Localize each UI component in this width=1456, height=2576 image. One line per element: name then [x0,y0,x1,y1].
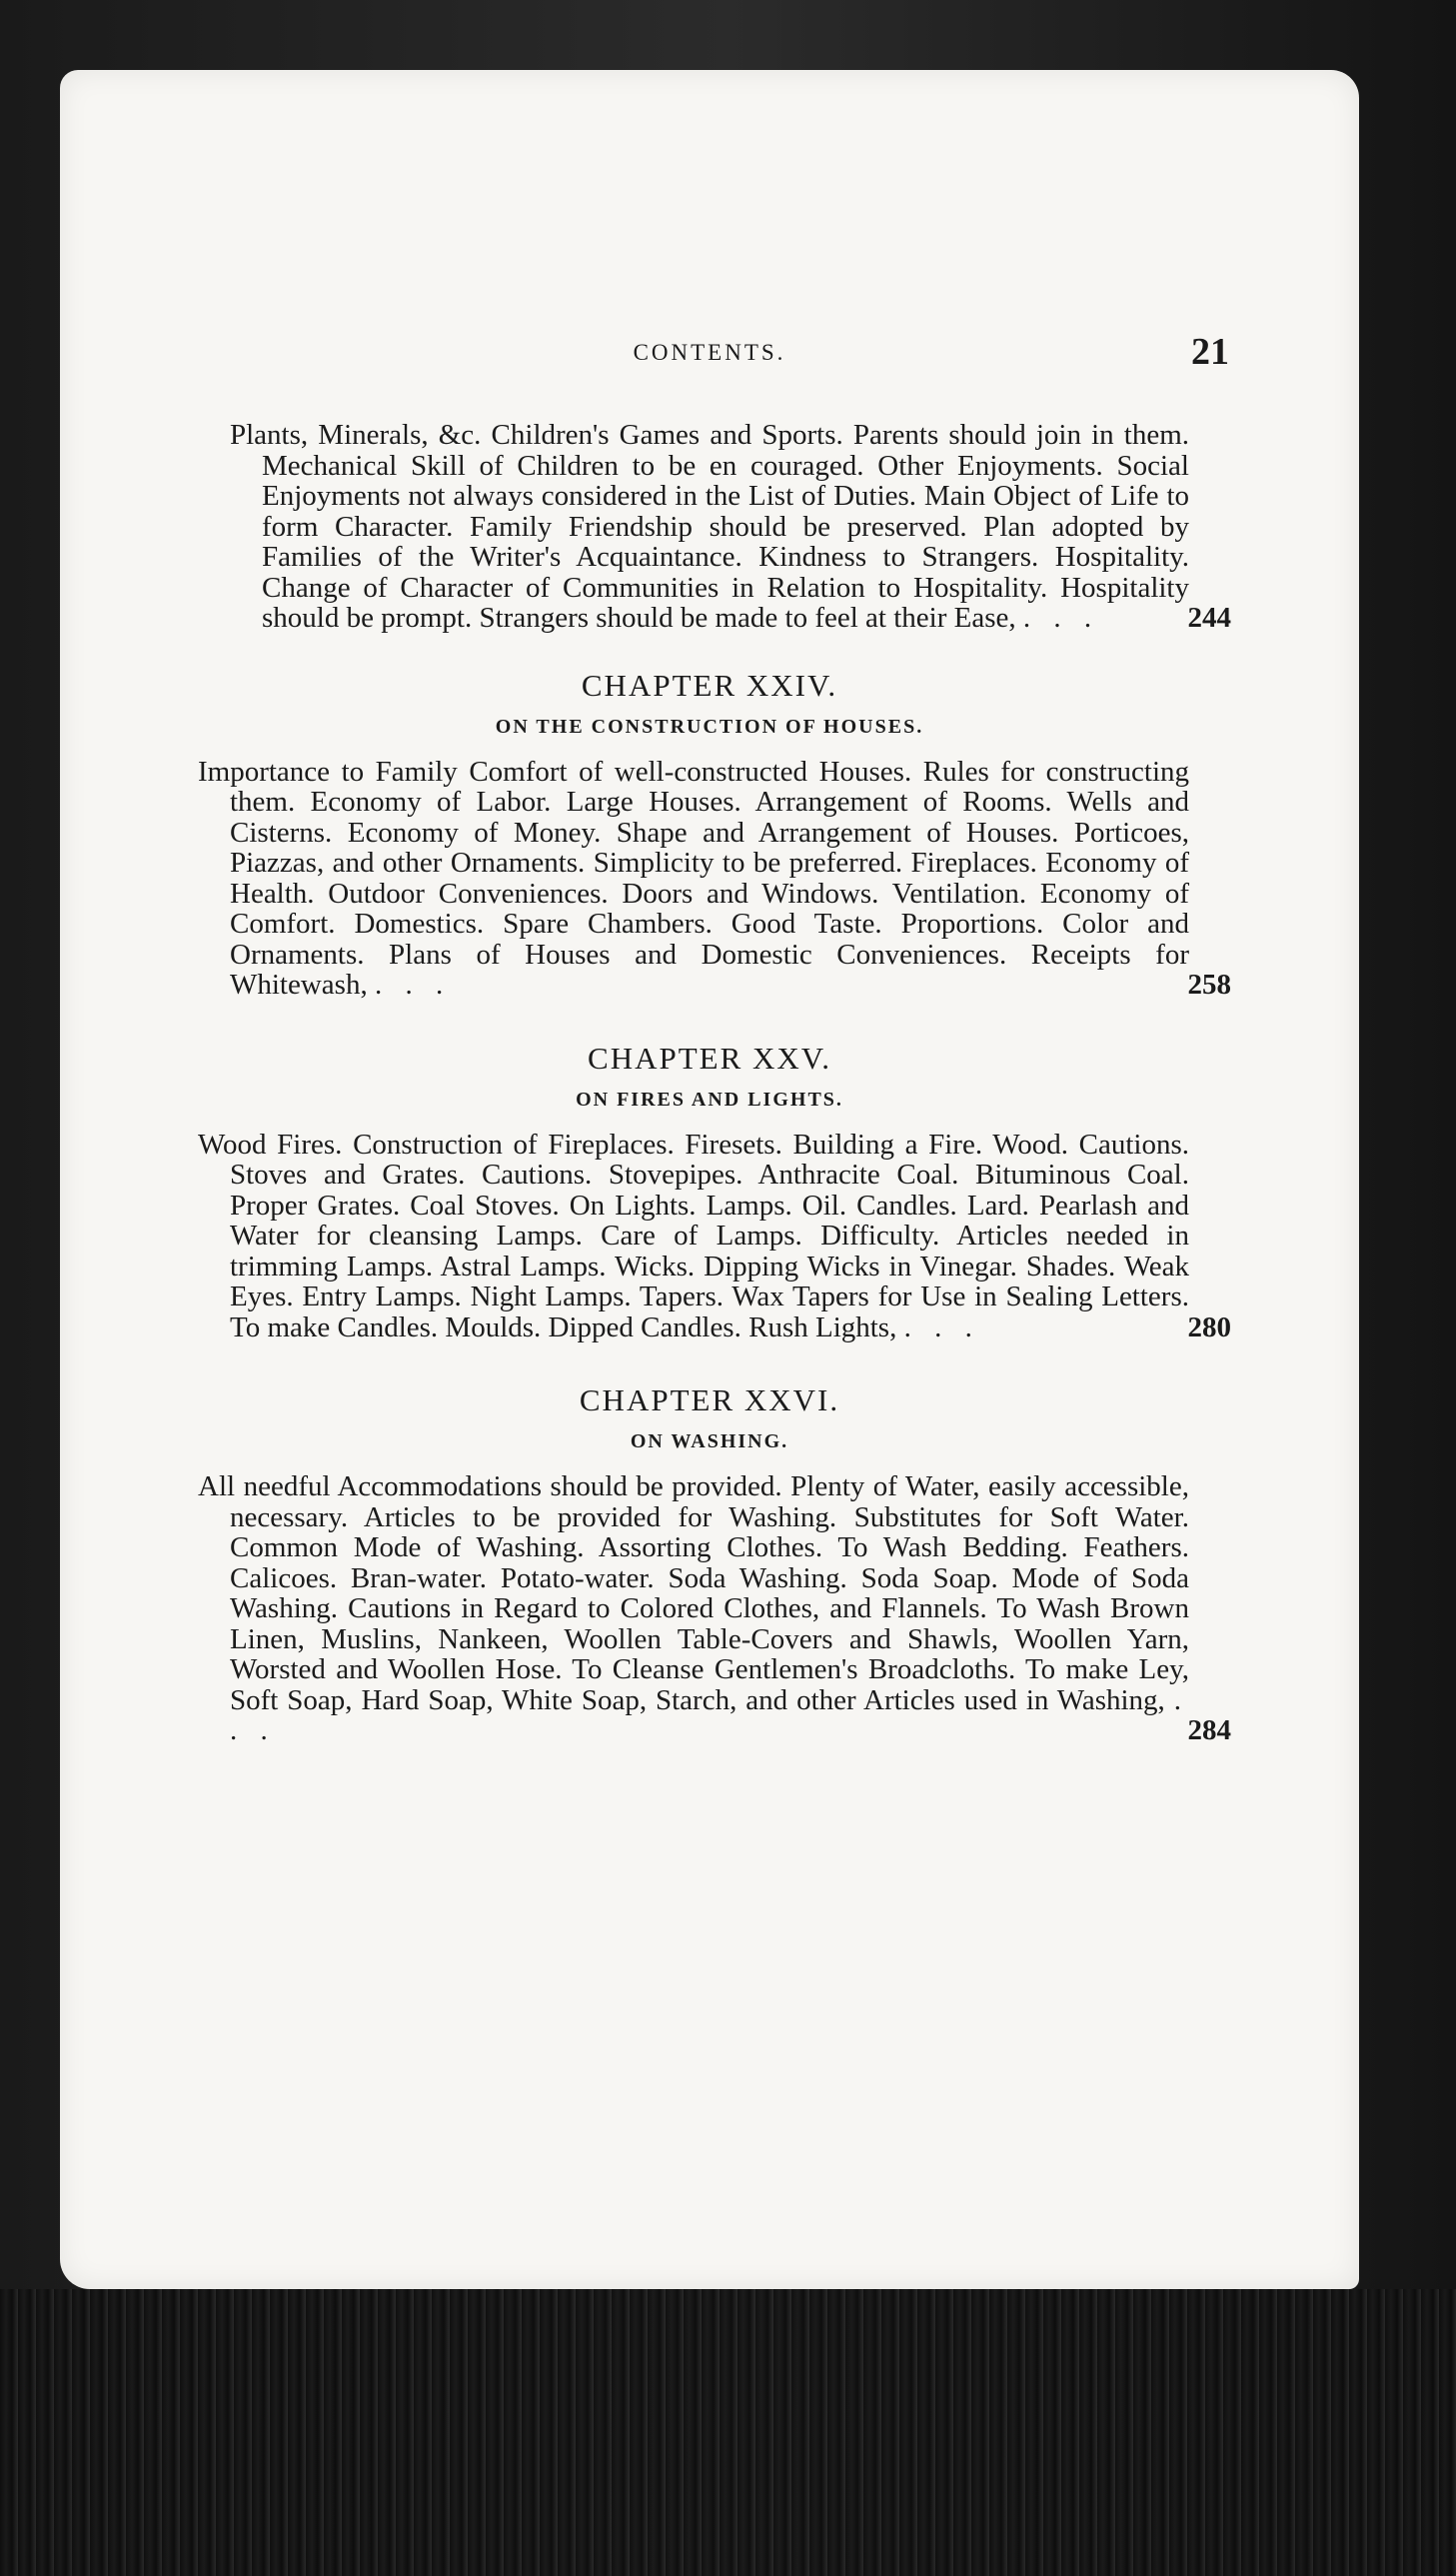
chapter-subtitle: ON FIRES AND LIGHTS. [576,1088,843,1111]
chapter-title: CHAPTER XXV. [588,1040,831,1076]
entry-page: 280 [1187,1310,1231,1343]
contents-entry [198,1128,1231,1343]
entry-page: 284 [1187,1714,1231,1746]
scan-bottom-edge [0,2289,1456,2576]
chapter-subtitle: ON THE CONSTRUCTION OF HOUSES. [495,715,924,738]
dot-leader: . . . [230,1683,1189,1746]
entry-page: 258 [1187,969,1231,1001]
entry-text: All needful Accommodations should be provided. Plenty of Water, easily accessible, necessary. Articles to be provided for Washing. Substitutes for Soft Water. Common Mode of Washing. Assorting Clothes. To Wash Bedding. Feathers. Calicoes. Bran-water. Potato-water. Soda Washing. Soda Soap. Mode of Soda Washing. Cautions in Regard to Colored Clothes, and Flannels. To Wash Brown Linen, Muslins, Nankeen, Woollen Table-Covers and Shawls, Woollen Yarn, Worsted and Woollen Hose. To Cleanse Gentlemen's Broadcloths. To make Ley, Soft Soap, Hard Soap, White Soap, Starch, and other Articles used in Washing, [198,1470,1189,1716]
contents-entry [198,1470,1231,1746]
entry-text: Importance to Family Comfort of well-constructed Houses. Rules for constructing them. Economy of Labor. Large Houses. Arrangement of Rooms. Wells and Cisterns. Economy of Money. Shape and Arrangement of Houses. Porticoes, Piazzas, and other Ornaments. Simplicity to be preferred. Fireplaces. Economy of Health. Outdoor Conveniences. Doors and Windows. Ventilation. Economy of Comfort. Domestics. Spare Chambers. Good Taste. Proportions. Color and Ornaments. Plans of Houses and Domestic Conveniences. Receipts for Whitewash, [198,755,1189,1001]
chapter-xxv [198,1040,1231,1343]
chapter-title: CHAPTER XXIV. [581,667,838,703]
entry-text: Wood Fires. Construction of Fireplaces. Firesets. Building a Fire. Wood. Cautions. Stoves and Grates. Cautions. Stovepipes. Anthracite Coal. Bituminous Coal. Proper Grates. Coal Stoves. On Lights. Lamps. Oil. Candles. Lard. Pearlash and Water for cleansing Lamps. Care of Lamps. Difficulty. Articles needed in trimming Lamps. Astral Lamps. Wicks. Dipping Wicks in Vinegar. Shades. Weak Eyes. Entry Lamps. Night Lamps. Tapers. Wax Tapers for Use in Sealing Letters. To make Candles. Moulds. Dipped Candles. Rush Lights, [198,1128,1189,1343]
page-number: 21 [1191,331,1229,373]
dot-leader: . . . [1022,602,1100,634]
chapter-xxvi [198,1382,1231,1746]
dot-leader: . . . [903,1310,980,1343]
contents-entry [198,755,1231,1001]
contents-entry [230,419,1231,634]
book-page [60,70,1359,2289]
dot-leader: . . . [374,969,452,1001]
chapter-xxiv [198,667,1231,1001]
running-head [230,331,1229,400]
running-title: CONTENTS. [633,340,786,365]
entry-page: 244 [1187,602,1231,634]
chapter-subtitle: ON WASHING. [630,1430,789,1452]
entry-text: Plants, Minerals, &c. Children's Games and Sports. Parents should join in them. Mechanical Skill of Children to be en couraged. Other Enjoyments. Social Enjoyments not always considered in the List of Duties. Main Object of Life to form Character. Family Friendship should be preserved. Plan adopted by Families of the Writer's Acquaintance. Kindness to Strangers. Hospitality. Change of Character of Communities in Relation to Hospitality. Hospitality should be prompt. Strangers should be made to feel at their Ease, [230,419,1189,634]
chapter-title: CHAPTER XXVI. [579,1382,840,1417]
contents-body [198,419,1231,1746]
